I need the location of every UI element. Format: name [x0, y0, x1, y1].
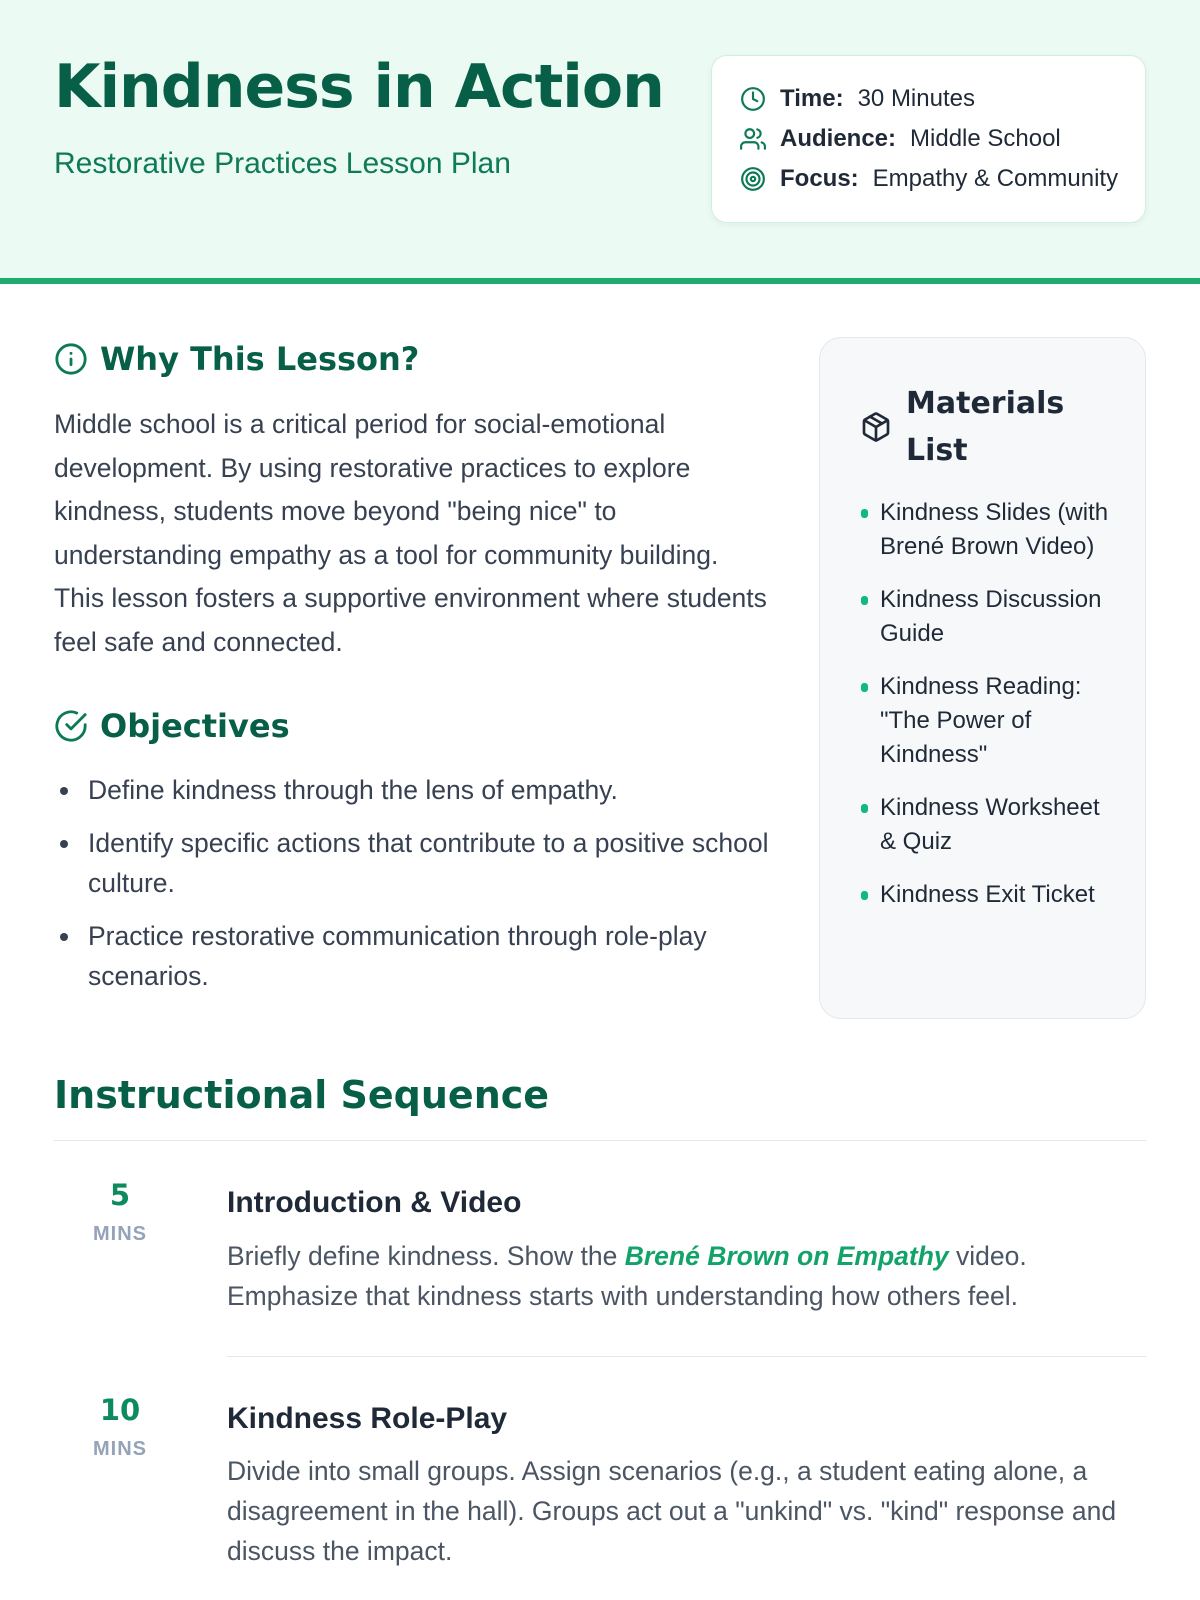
- why-paragraph: Middle school is a critical period for social-emotional development. By using restorative practices to explore kindness, students move beyond "being nice" to understanding empathy as a tool for community building. This lesson fosters a supportive environment where students feel safe and connected.: [54, 409, 767, 657]
- step-minutes: 5: [109, 1178, 131, 1212]
- meta-audience: [740, 124, 1061, 154]
- clock-icon: [740, 86, 766, 112]
- material-item: Kindness Reading: "The Power of Kindness": [860, 670, 1115, 772]
- objective-item: Practice restorative communication through role-play scenarios.: [54, 916, 774, 996]
- page-subtitle: Restorative Practices Lesson Plan: [54, 147, 511, 180]
- step-minutes-unit: MINS: [93, 1223, 147, 1245]
- step-description: Divide into small groups. Assign scenarios (e.g., a student eating alone, a disagreement in the hall). Groups act out a "unkind" vs. "kind" response and discuss the impact.: [227, 1456, 1117, 1566]
- materials-heading: [860, 380, 1096, 474]
- meta-time-value: 30 Minutes: [857, 85, 975, 112]
- step-description: [227, 1236, 1147, 1316]
- step-text-after: video. Emphasize that kindness starts with understanding how others feel.: [227, 1241, 1027, 1311]
- meta-audience-label: Audience:: [780, 125, 897, 152]
- why-heading: [54, 340, 419, 378]
- step-title: Introduction & Video: [227, 1186, 522, 1219]
- meta-focus-label: Focus:: [780, 165, 859, 192]
- divider: [227, 1356, 1146, 1357]
- objectives-list: [54, 770, 774, 1009]
- step-minutes-unit: MINS: [93, 1438, 147, 1460]
- page-header: [0, 0, 1200, 284]
- material-item: Kindness Worksheet & Quiz: [860, 791, 1115, 859]
- meta-focus: [740, 164, 1118, 194]
- materials-list: [860, 496, 1115, 931]
- step-minutes: 10: [99, 1393, 141, 1427]
- meta-time-label: Time:: [780, 85, 844, 112]
- step-title: Kindness Role-Play: [227, 1402, 508, 1435]
- target-icon: [740, 166, 766, 192]
- sequence-heading: Instructional Sequence: [54, 1073, 550, 1117]
- page-title: Kindness in Action: [54, 52, 664, 122]
- materials-heading-text: Materials List: [906, 386, 1065, 468]
- material-item: Kindness Exit Ticket: [860, 878, 1115, 912]
- why-heading-text: Why This Lesson?: [100, 340, 420, 378]
- material-item: Kindness Slides (with Brené Brown Video): [860, 496, 1115, 564]
- materials-card: [819, 337, 1146, 1019]
- video-title-link[interactable]: Brené Brown on Empathy: [624, 1241, 949, 1271]
- objectives-heading: [54, 707, 290, 745]
- meta-focus-value: Empathy & Community: [872, 165, 1119, 192]
- divider: [54, 1140, 1146, 1141]
- objective-item: Define kindness through the lens of empathy.: [54, 770, 774, 810]
- check-circle-icon: [54, 709, 88, 743]
- meta-audience-value: Middle School: [910, 125, 1061, 152]
- lesson-meta-card: [711, 55, 1146, 223]
- box-icon: [860, 411, 892, 443]
- objectives-heading-text: Objectives: [100, 707, 290, 745]
- material-item: Kindness Discussion Guide: [860, 583, 1115, 651]
- objective-item: Identify specific actions that contribute to a positive school culture.: [54, 823, 774, 903]
- info-icon: [54, 342, 88, 376]
- step-text-before: Briefly define kindness. Show the: [227, 1241, 625, 1271]
- users-icon: [740, 126, 766, 152]
- meta-time: [740, 84, 975, 114]
